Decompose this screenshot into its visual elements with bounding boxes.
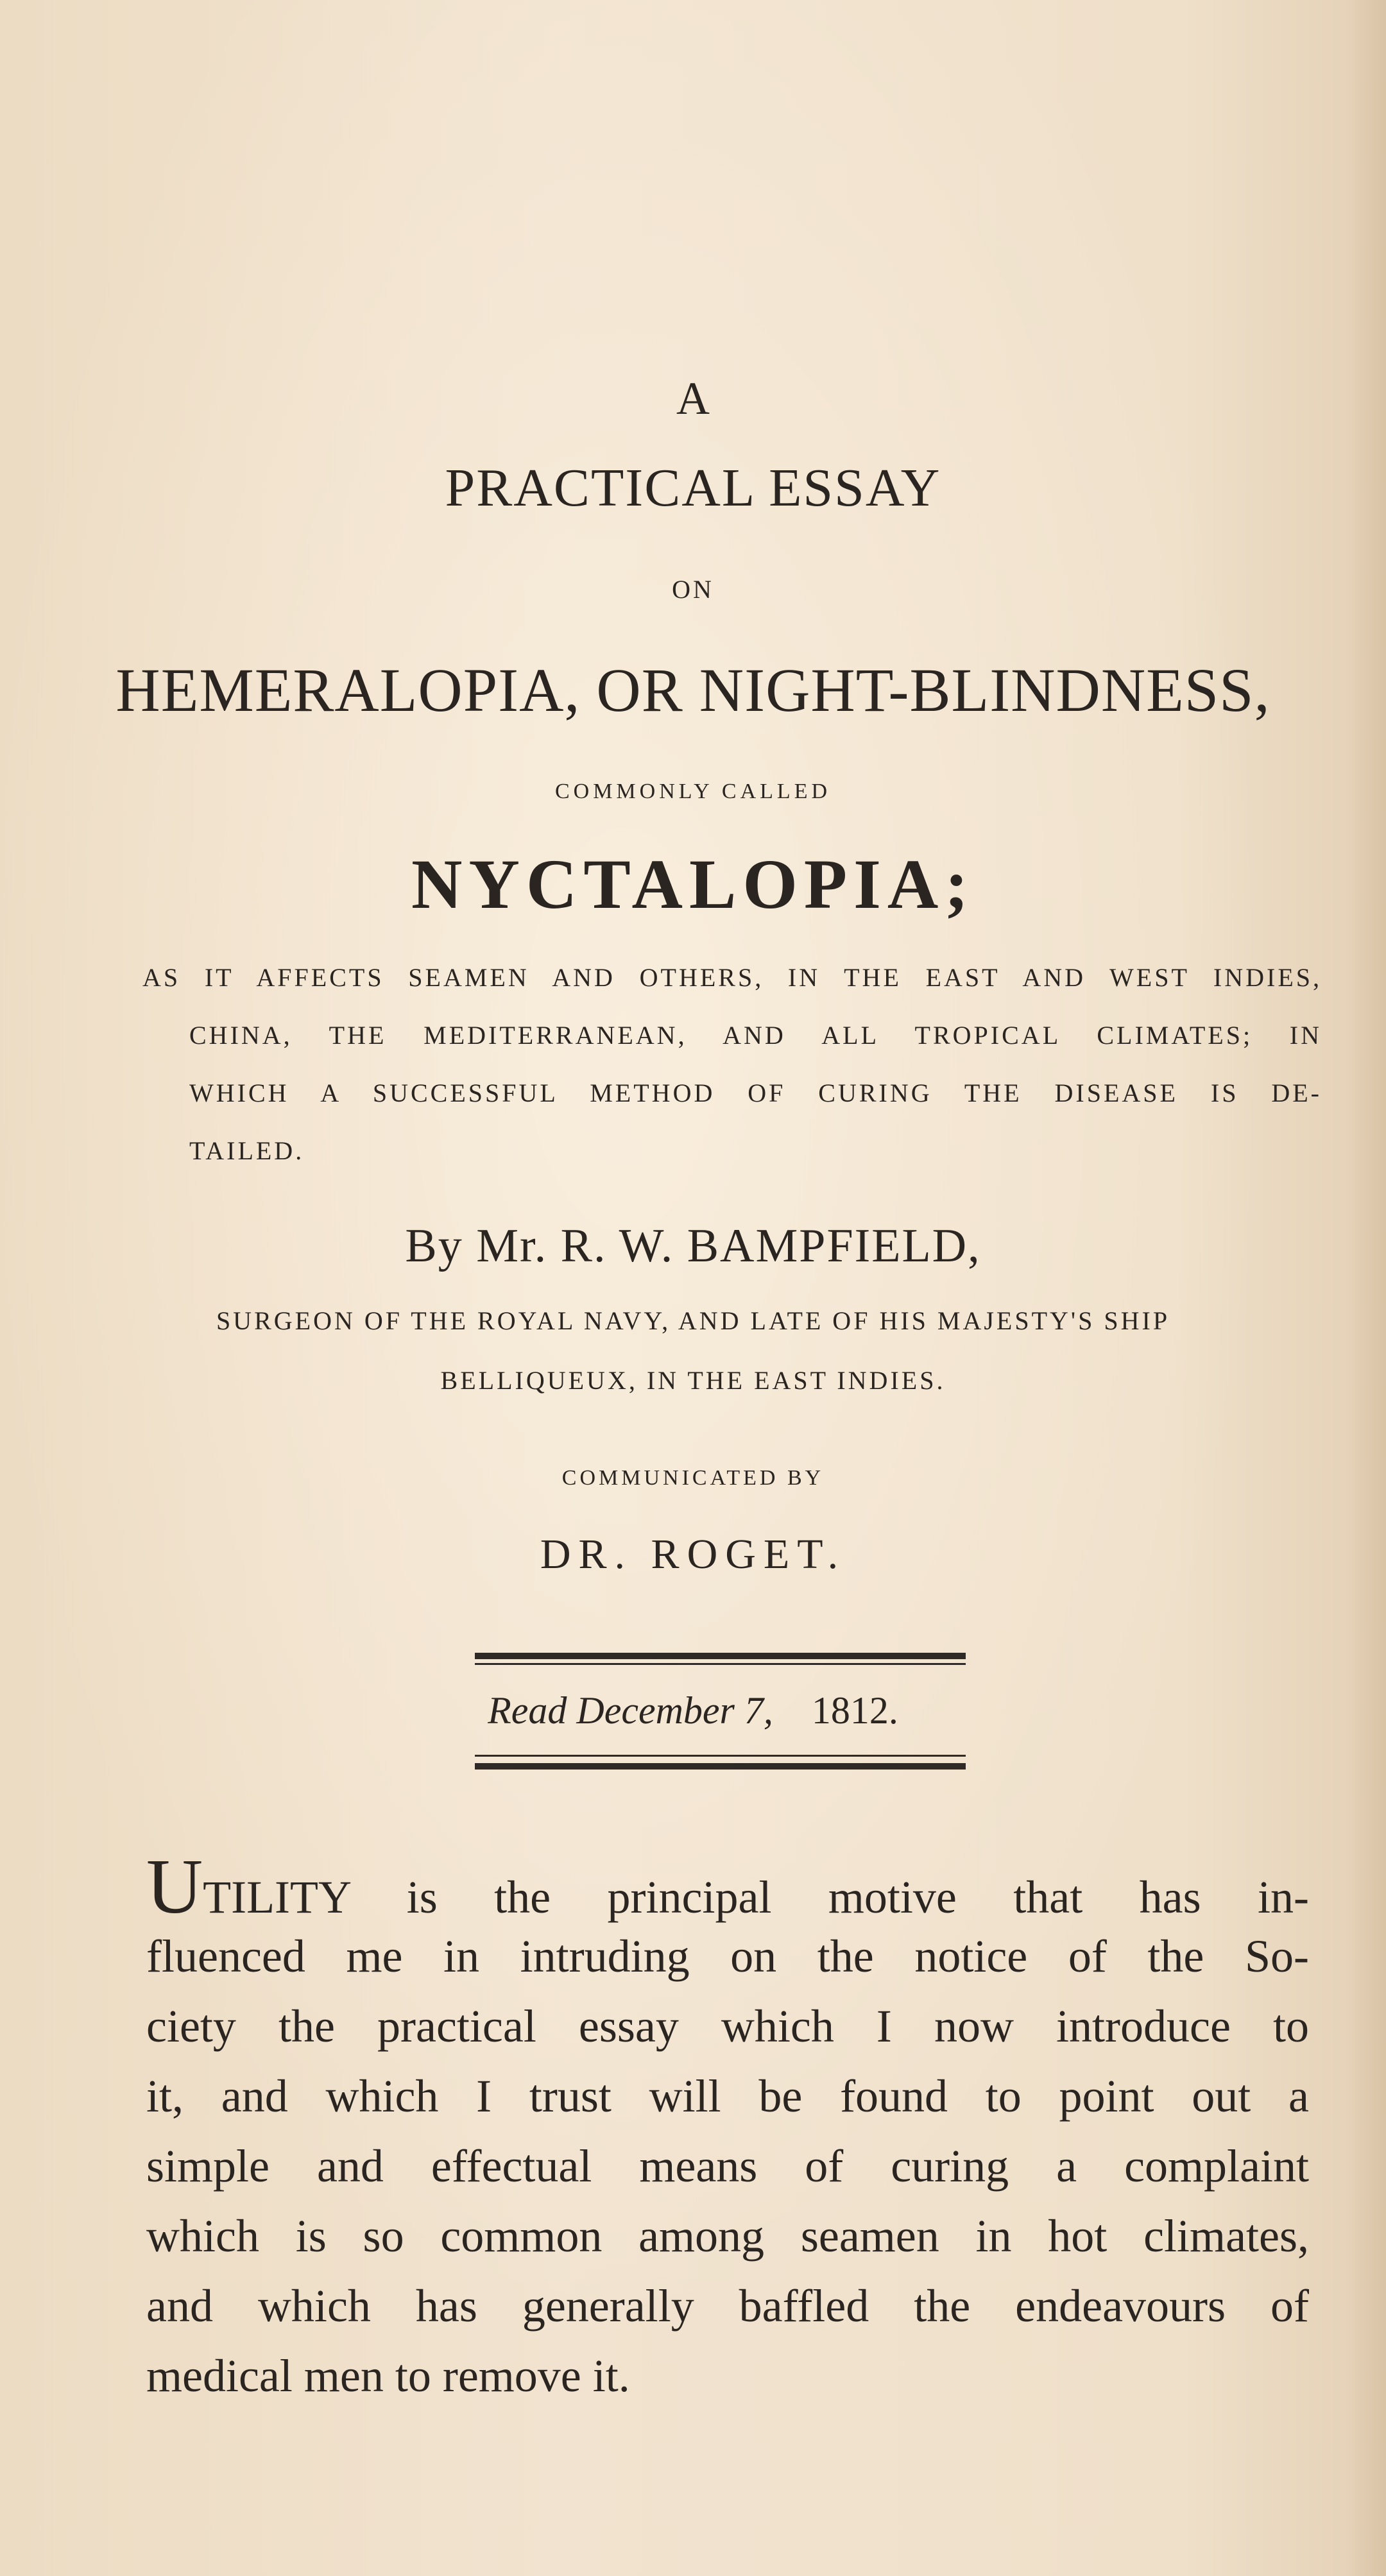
communicated-label: COMMUNICATED BY <box>561 1466 825 1490</box>
title-subject: HEMERALOPIA, OR NIGHT-BLINDNESS, <box>116 656 1270 724</box>
title-on: ON <box>672 575 714 604</box>
body-line: fluenced me in intruding on the notice of the So- <box>146 1931 1309 1982</box>
author-byline: By Mr. R. W. BAMPFIELD, <box>405 1220 981 1272</box>
description-line: CHINA, THE MEDITERRANEAN, AND ALL TROPICAL CLIMATES; IN <box>189 1021 1322 1050</box>
author-role-line-1: SURGEON OF THE ROYAL NAVY, AND LATE OF HIS MAJESTY'S SHIP <box>216 1306 1170 1335</box>
title-article: A <box>676 373 710 424</box>
body-line-text: TILITY is the principal motive that has in- <box>203 1872 1309 1923</box>
drop-cap: U <box>146 1843 203 1930</box>
body-paragraph <box>146 0 1309 2576</box>
body-line: simple and effectual means of curing a complaint <box>146 2140 1309 2192</box>
communicator-name: DR. ROGET. <box>540 1531 846 1578</box>
body-line-1 <box>146 1843 1309 1930</box>
title-alt-name: NYCTALOPIA; <box>411 845 975 923</box>
description-line: WHICH A SUCCESSFUL METHOD OF CURING THE DISEASE IS DE- <box>189 1079 1322 1107</box>
read-date-year: 1812. <box>811 1689 898 1732</box>
body-line: it, and which I trust will be found to point out a <box>146 2070 1309 2122</box>
read-date-prefix: Read December 7, <box>488 1689 773 1732</box>
author-role-line-2: BELLIQUEUX, IN THE EAST INDIES. <box>440 1366 946 1395</box>
description-line: TAILED. <box>189 1136 305 1165</box>
title-commonly-called: COMMONLY CALLED <box>554 780 832 803</box>
body-line: medical men to remove it. <box>146 2350 630 2401</box>
title-main: PRACTICAL ESSAY <box>445 458 941 518</box>
description-line: AS IT AFFECTS SEAMEN AND OTHERS, IN THE EAST AND WEST INDIES, <box>142 963 1322 992</box>
body-line: and which has generally baffled the endeavours of <box>146 2280 1309 2332</box>
body-line: ciety the practical essay which I now introduce to <box>146 2000 1309 2052</box>
body-line: which is so common among seamen in hot climates, <box>146 2210 1309 2262</box>
